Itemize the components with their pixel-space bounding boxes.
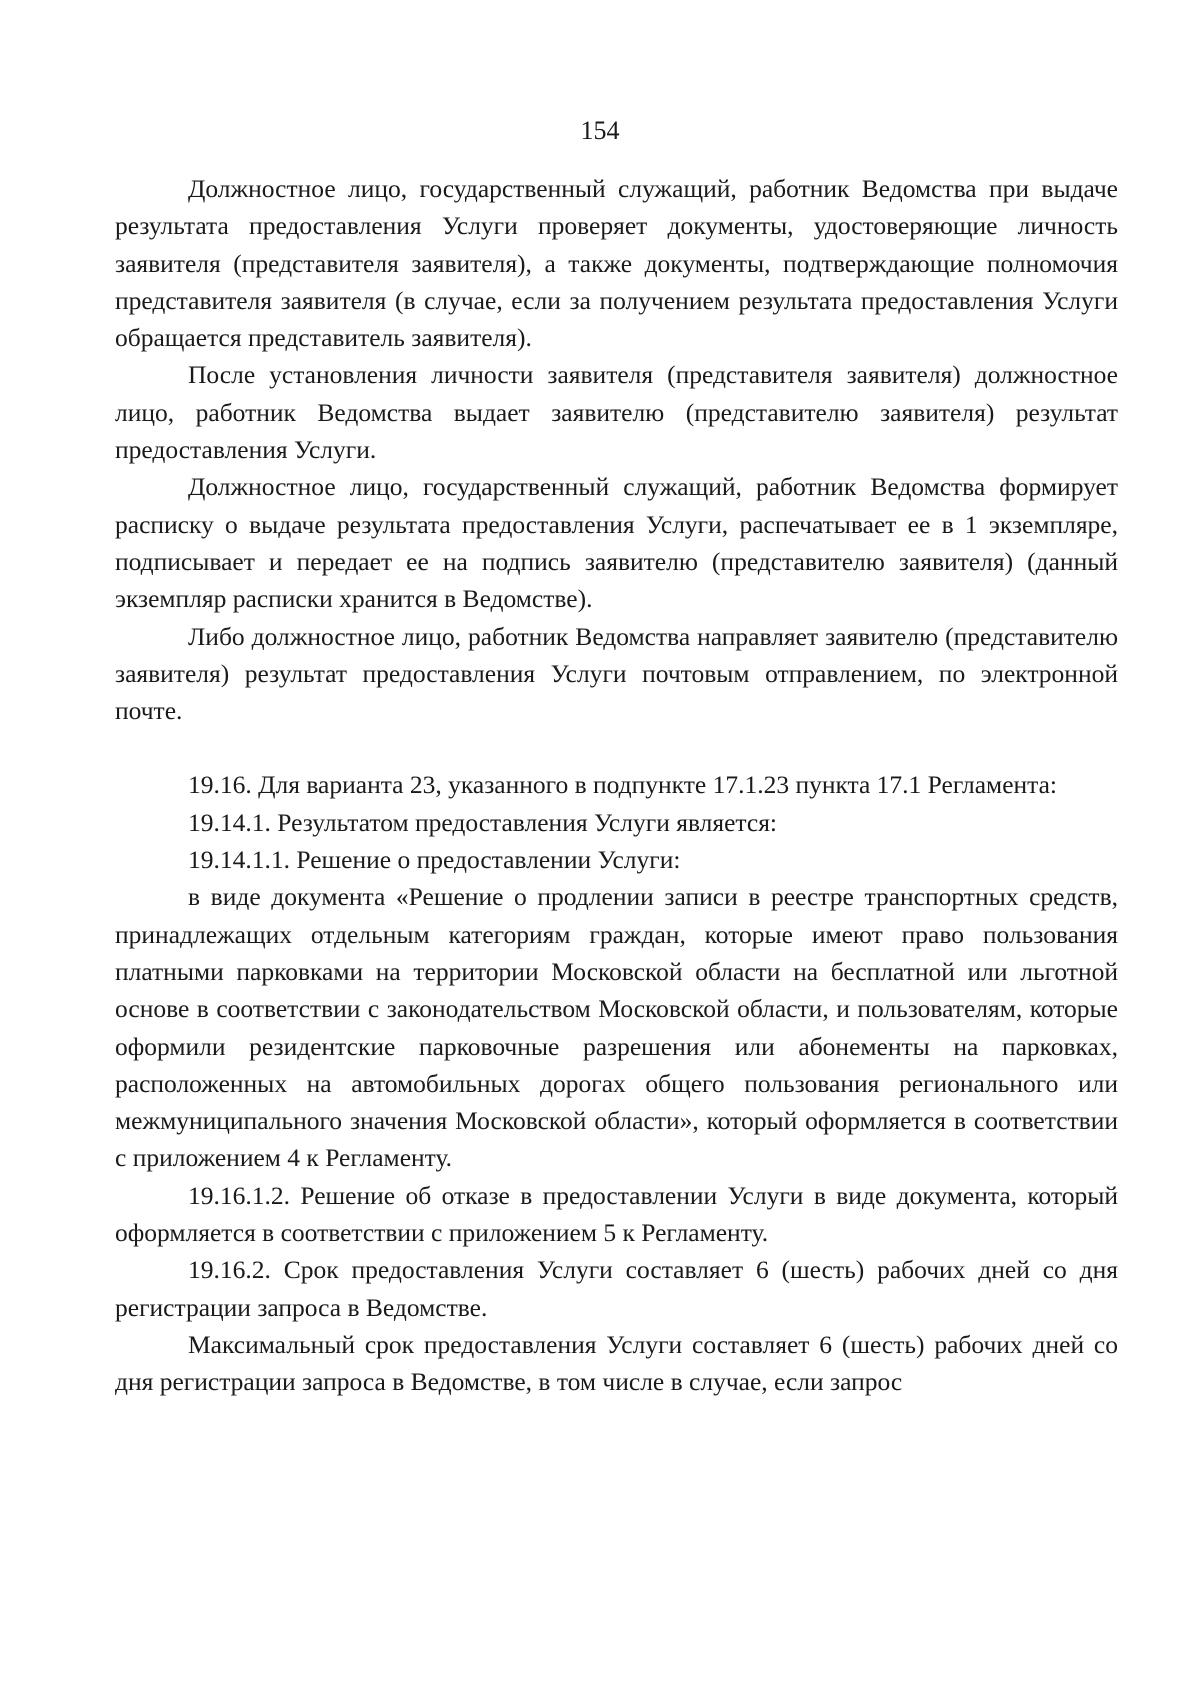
document-body <box>115 170 1118 1401</box>
paragraph-section-19-14-1: 19.14.1. Результатом предоставления Услуги является: <box>188 807 778 837</box>
paragraph-section-19-16-1-2: 19.16.1.2. Решение об отказе в предоставлении Услуги в виде документа, который оформляется в соответствии с приложением 5 к Регламенту. <box>115 1180 1118 1248</box>
page-number: 154 <box>580 116 620 145</box>
paragraph-postal-delivery: Либо должностное лицо, работник Ведомства направляет заявителю (представителю заявителя) результат предоставления Услуги почтовым отправлением, по электронной почте. <box>115 621 1118 726</box>
paragraph-section-19-16-2: 19.16.2. Срок предоставления Услуги составляет 6 (шесть) рабочих дней со дня регистрации запроса в Ведомстве. <box>115 1255 1118 1322</box>
paragraph-section-19-14-1-1: 19.14.1.1. Решение о предоставлении Услуги: <box>188 845 681 875</box>
paragraph-section-19-16: 19.16. Для варианта 23, указанного в подпункте 17.1.23 пункта 17.1 Регламента: <box>188 770 1058 800</box>
section-gap <box>115 729 1118 766</box>
paragraph-decision-document: в виде документа «Решение о продлении записи в реестре транспортных средств, принадлежащих отдельным категориям граждан, которые имеют право пользования платными парковками на территории Московской области на бесплатной или льготной основе в соответствии с законодательством Московской области, и пользователям, которые оформили резидентские парковочные разрешения или абонементы на парковках, расположенных на автомобильных дорогах общего пользования регионального или межмуниципального значения Московской области», который оформляется в соответствии с приложением 4 к Регламенту. <box>115 882 1118 1173</box>
paragraph-maximum-term: Максимальный срок предоставления Услуги составляет 6 (шесть) рабочих дней со дня регистрации запроса в Ведомстве, в том числе в случае, если запрос <box>115 1329 1118 1397</box>
paragraph-issuing-check: Должностное лицо, государственный служащий, работник Ведомства при выдаче результата предоставления Услуги проверяет документы, удостоверяющие личность заявителя (представителя заявителя), а также документы, подтверждающие полномочия представителя заявителя (в случае, если за получением результата предоставления Услуги обращается представитель заявителя). <box>115 174 1118 353</box>
paragraph-receipt-formation: Должностное лицо, государственный служащий, работник Ведомства формирует расписку о выдаче результата предоставления Услуги, распечатывает ее в 1 экземпляре, подписывает и передает ее на подпись заявителю (представителю заявителя) (данный экземпляр расписки хранится в Ведомстве). <box>115 472 1118 614</box>
paragraph-identity-established: После установления личности заявителя (представителя заявителя) должностное лицо, работник Ведомства выдает заявителю (представителю заявителя) результат предоставления Услуги. <box>115 360 1118 465</box>
